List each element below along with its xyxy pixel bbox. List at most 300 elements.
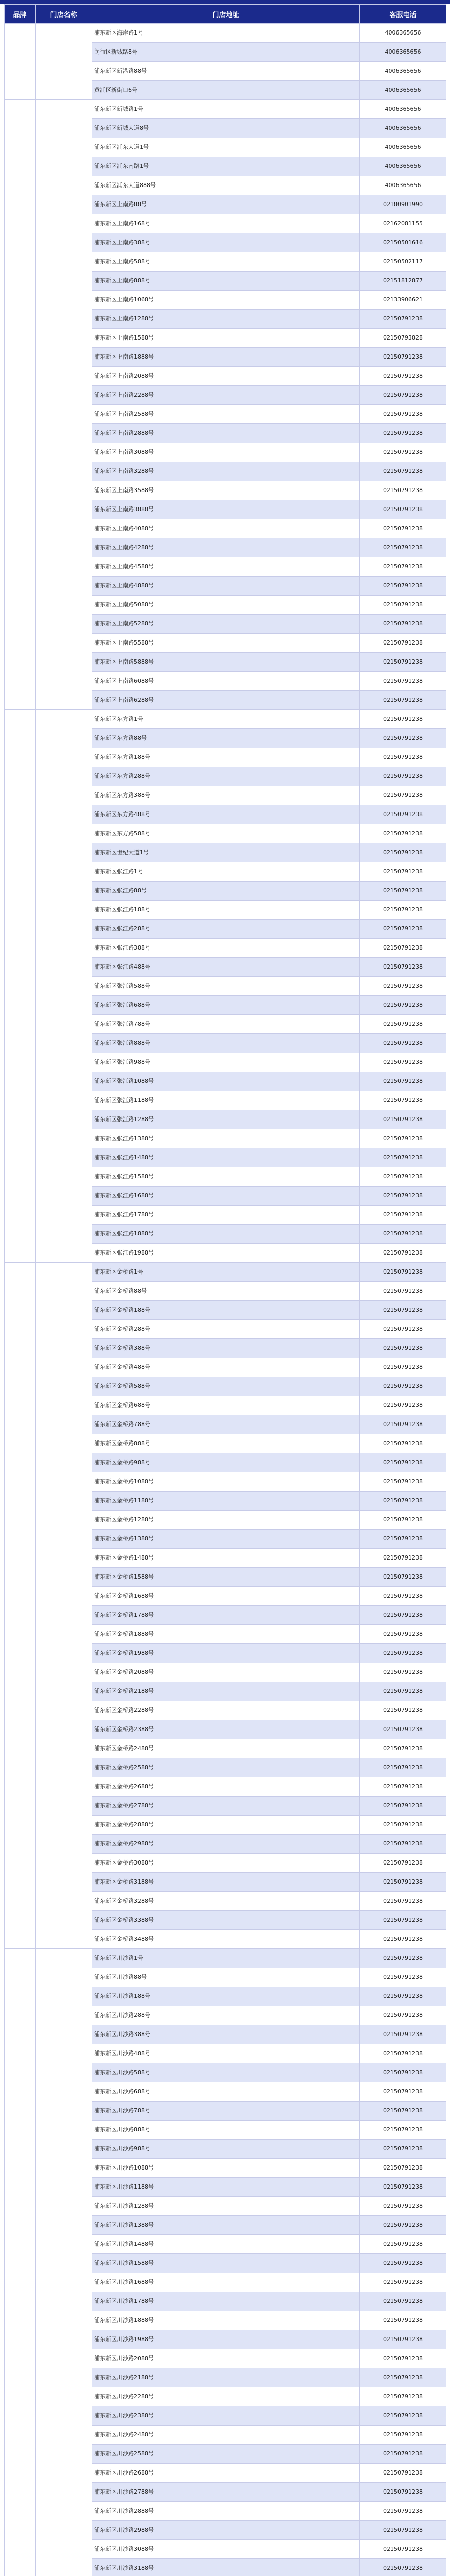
phone-cell: 02150791238 <box>360 1301 446 1320</box>
phone-cell: 02150791238 <box>360 1263 446 1282</box>
phone-cell: 02150791238 <box>360 786 446 805</box>
phone-cell: 02150791238 <box>360 348 446 367</box>
table-row <box>5 710 446 729</box>
phone-cell: 02150791238 <box>360 2273 446 2292</box>
address-cell: 浦东新区川沙路2488号 <box>92 2426 360 2445</box>
phone-cell: 02150791238 <box>360 1777 446 1797</box>
address-cell: 浦东新区上南路1068号 <box>92 291 360 310</box>
address-cell: 浦东新区川沙路3088号 <box>92 2540 360 2559</box>
brand-cell <box>5 843 36 862</box>
address-cell: 浦东新区川沙路1988号 <box>92 2330 360 2349</box>
address-cell: 浦东新区东方路288号 <box>92 767 360 786</box>
address-cell: 浦东新区张江路1288号 <box>92 1110 360 1129</box>
phone-cell: 02150791238 <box>360 577 446 596</box>
phone-cell: 02150791238 <box>360 1701 446 1720</box>
address-cell: 浦东新区新城大道8号 <box>92 119 360 138</box>
address-cell: 浦东新区张江路888号 <box>92 1034 360 1053</box>
table-header-row <box>5 5 446 24</box>
address-cell: 浦东新区金桥路2588号 <box>92 1758 360 1777</box>
address-cell: 浦东新区上南路388号 <box>92 233 360 252</box>
phone-cell: 02150791238 <box>360 729 446 748</box>
phone-cell: 02150791238 <box>360 596 446 615</box>
region-cell <box>36 1263 92 1949</box>
address-cell: 浦东新区东方路488号 <box>92 805 360 824</box>
phone-cell: 02150791238 <box>360 2502 446 2521</box>
address-cell: 浦东新区川沙路2988号 <box>92 2521 360 2540</box>
address-cell: 浦东新区上南路168号 <box>92 214 360 233</box>
phone-cell: 02150791238 <box>360 1091 446 1110</box>
address-cell: 浦东新区金桥路988号 <box>92 1453 360 1472</box>
phone-cell: 02150791238 <box>360 1015 446 1034</box>
phone-cell: 02150502117 <box>360 252 446 272</box>
phone-cell: 02150791238 <box>360 519 446 538</box>
phone-cell: 02150793828 <box>360 329 446 348</box>
phone-cell: 02150791238 <box>360 1739 446 1758</box>
phone-cell: 02150791238 <box>360 710 446 729</box>
phone-cell: 02150791238 <box>360 1587 446 1606</box>
brand-cell <box>5 100 36 157</box>
address-cell: 浦东新区川沙路3188号 <box>92 2559 360 2576</box>
address-cell: 浦东新区川沙路788号 <box>92 2102 360 2121</box>
phone-cell: 02150791238 <box>360 2197 446 2216</box>
address-cell: 浦东新区上南路3588号 <box>92 481 360 500</box>
phone-cell: 02150791238 <box>360 1854 446 1873</box>
phone-cell: 02150791238 <box>360 748 446 767</box>
top-accent-bar <box>0 0 450 4</box>
phone-cell: 02150791238 <box>360 1663 446 1682</box>
address-cell: 闵行区新城路8号 <box>92 43 360 62</box>
address-cell: 浦东新区上南路2088号 <box>92 367 360 386</box>
phone-cell: 02150791238 <box>360 2426 446 2445</box>
phone-cell: 02150791238 <box>360 1911 446 1930</box>
phone-cell: 02150791238 <box>360 2368 446 2387</box>
address-cell: 浦东新区川沙路1088号 <box>92 2159 360 2178</box>
table-row <box>5 843 446 862</box>
address-cell: 浦东新区张江路1188号 <box>92 1091 360 1110</box>
phone-cell: 02150791238 <box>360 538 446 557</box>
phone-cell: 02150791238 <box>360 2006 446 2025</box>
phone-cell: 02162081155 <box>360 214 446 233</box>
address-cell: 浦东新区上南路1588号 <box>92 329 360 348</box>
address-cell: 浦东新区张江路788号 <box>92 1015 360 1034</box>
brand-cell <box>5 195 36 710</box>
phone-cell: 02150791238 <box>360 2292 446 2311</box>
phone-cell: 4006365656 <box>360 138 446 157</box>
address-cell: 浦东新区川沙路1488号 <box>92 2235 360 2254</box>
address-cell: 浦东新区张江路688号 <box>92 996 360 1015</box>
phone-cell: 02150791238 <box>360 2540 446 2559</box>
region-cell <box>36 157 92 195</box>
phone-cell: 4006365656 <box>360 176 446 195</box>
phone-cell: 02150791238 <box>360 424 446 443</box>
address-cell: 浦东新区川沙路2688号 <box>92 2464 360 2483</box>
phone-cell: 02150791238 <box>360 672 446 691</box>
phone-cell: 02150791238 <box>360 2445 446 2464</box>
table-row <box>5 1949 446 1968</box>
address-cell: 浦东新区川沙路188号 <box>92 1987 360 2006</box>
phone-cell: 02150791238 <box>360 1644 446 1663</box>
address-cell: 浦东新区川沙路2388号 <box>92 2406 360 2426</box>
phone-cell: 02150791238 <box>360 1129 446 1148</box>
phone-cell: 02150791238 <box>360 1377 446 1396</box>
address-cell: 浦东新区川沙路1188号 <box>92 2178 360 2197</box>
region-cell <box>36 710 92 843</box>
address-cell: 浦东新区浦东南路1号 <box>92 157 360 176</box>
address-header: 门店地址 <box>92 5 360 24</box>
phone-cell: 02150791238 <box>360 2082 446 2102</box>
address-cell: 浦东新区金桥路1888号 <box>92 1625 360 1644</box>
address-cell: 浦东新区川沙路1788号 <box>92 2292 360 2311</box>
address-cell: 浦东新区张江路1888号 <box>92 1225 360 1244</box>
region-cell <box>36 1949 92 2576</box>
store-name-header: 门店名称 <box>36 5 92 24</box>
phone-cell: 02150791238 <box>360 2559 446 2576</box>
address-cell: 浦东新区张江路1688号 <box>92 1187 360 1206</box>
phone-cell: 02133906621 <box>360 291 446 310</box>
address-cell: 浦东新区张江路1788号 <box>92 1206 360 1225</box>
phone-cell: 02150791238 <box>360 939 446 958</box>
phone-cell: 02150791238 <box>360 1625 446 1644</box>
phone-cell: 02150791238 <box>360 1720 446 1739</box>
address-cell: 浦东新区金桥路2288号 <box>92 1701 360 1720</box>
region-cell <box>36 843 92 862</box>
phone-cell: 02150791238 <box>360 405 446 424</box>
address-cell: 浦东新区东方路88号 <box>92 729 360 748</box>
phone-cell: 02150791238 <box>360 1606 446 1625</box>
address-cell: 浦东新区川沙路588号 <box>92 2063 360 2082</box>
address-cell: 浦东新区上南路6088号 <box>92 672 360 691</box>
phone-cell: 02150791238 <box>360 1339 446 1358</box>
phone-cell: 02150791238 <box>360 557 446 577</box>
address-cell: 浦东新区张江路988号 <box>92 1053 360 1072</box>
address-cell: 浦东新区金桥路388号 <box>92 1339 360 1358</box>
phone-cell: 02150791238 <box>360 862 446 882</box>
phone-cell: 02150791238 <box>360 1816 446 1835</box>
phone-cell: 4006365656 <box>360 157 446 176</box>
address-cell: 浦东新区川沙路388号 <box>92 2025 360 2044</box>
table-body <box>5 24 446 2576</box>
address-cell: 浦东新区金桥路2388号 <box>92 1720 360 1739</box>
address-cell: 浦东新区张江路588号 <box>92 977 360 996</box>
address-cell: 浦东新区川沙路888号 <box>92 2121 360 2140</box>
address-cell: 浦东新区浦东大道888号 <box>92 176 360 195</box>
address-cell: 浦东新区金桥路1号 <box>92 1263 360 1282</box>
address-cell: 浦东新区川沙路2188号 <box>92 2368 360 2387</box>
phone-cell: 02150791238 <box>360 634 446 653</box>
address-cell: 浦东新区金桥路588号 <box>92 1377 360 1396</box>
address-cell: 浦东新区川沙路2588号 <box>92 2445 360 2464</box>
address-cell: 浦东新区上南路2588号 <box>92 405 360 424</box>
address-cell: 浦东新区川沙路1888号 <box>92 2311 360 2330</box>
phone-cell: 4006365656 <box>360 62 446 81</box>
address-cell: 浦东新区上南路3088号 <box>92 443 360 462</box>
phone-cell: 02150791238 <box>360 2483 446 2502</box>
phone-cell: 4006365656 <box>360 24 446 43</box>
address-cell: 黄浦区新街口6号 <box>92 81 360 100</box>
address-cell: 浦东新区张江路388号 <box>92 939 360 958</box>
address-cell: 浦东新区川沙路288号 <box>92 2006 360 2025</box>
address-cell: 浦东新区上南路88号 <box>92 195 360 214</box>
phone-cell: 02150791238 <box>360 1492 446 1511</box>
address-cell: 浦东新区海岸路1号 <box>92 24 360 43</box>
phone-cell: 02150791238 <box>360 920 446 939</box>
address-cell: 浦东新区上南路5888号 <box>92 653 360 672</box>
phone-cell: 02150791238 <box>360 1472 446 1492</box>
address-cell: 浦东新区金桥路888号 <box>92 1434 360 1453</box>
phone-cell: 02150501616 <box>360 233 446 252</box>
address-cell: 浦东新区上南路5288号 <box>92 615 360 634</box>
address-cell: 浦东新区金桥路88号 <box>92 1282 360 1301</box>
address-cell: 浦东新区川沙路1688号 <box>92 2273 360 2292</box>
phone-cell: 02150791238 <box>360 767 446 786</box>
address-cell: 浦东新区金桥路488号 <box>92 1358 360 1377</box>
brand-cell <box>5 1263 36 1949</box>
phone-cell: 02150791238 <box>360 1511 446 1530</box>
address-cell: 浦东新区金桥路788号 <box>92 1415 360 1434</box>
address-cell: 浦东新区金桥路3288号 <box>92 1892 360 1911</box>
phone-cell: 02150791238 <box>360 805 446 824</box>
phone-cell: 02150791238 <box>360 1453 446 1472</box>
phone-cell: 02180901990 <box>360 195 446 214</box>
phone-cell: 02150791238 <box>360 1797 446 1816</box>
address-cell: 浦东新区上南路3888号 <box>92 500 360 519</box>
phone-cell: 02150791238 <box>360 615 446 634</box>
phone-cell: 02150791238 <box>360 2254 446 2273</box>
address-cell: 浦东新区金桥路2988号 <box>92 1835 360 1854</box>
phone-cell: 02150791238 <box>360 2235 446 2254</box>
address-cell: 浦东新区金桥路188号 <box>92 1301 360 1320</box>
phone-cell: 4006365656 <box>360 81 446 100</box>
table-row <box>5 100 446 119</box>
address-cell: 浦东新区世纪大道1号 <box>92 843 360 862</box>
address-cell: 浦东新区东方路588号 <box>92 824 360 843</box>
phone-cell: 02150791238 <box>360 958 446 977</box>
phone-cell: 02150791238 <box>360 2464 446 2483</box>
address-cell: 浦东新区张江路1588号 <box>92 1167 360 1187</box>
phone-cell: 02150791238 <box>360 1072 446 1091</box>
phone-cell: 02150791238 <box>360 2406 446 2426</box>
phone-cell: 02150791238 <box>360 310 446 329</box>
region-cell <box>36 24 92 100</box>
address-cell: 浦东新区上南路6288号 <box>92 691 360 710</box>
phone-cell: 02150791238 <box>360 1758 446 1777</box>
address-cell: 浦东新区张江路1088号 <box>92 1072 360 1091</box>
address-cell: 浦东新区金桥路1388号 <box>92 1530 360 1549</box>
phone-cell: 02150791238 <box>360 1187 446 1206</box>
phone-cell: 02150791238 <box>360 1873 446 1892</box>
address-cell: 浦东新区川沙路88号 <box>92 1968 360 1987</box>
phone-cell: 02150791238 <box>360 2063 446 2082</box>
phone-cell: 02150791238 <box>360 2159 446 2178</box>
address-cell: 浦东新区川沙路2888号 <box>92 2502 360 2521</box>
phone-cell: 02150791238 <box>360 2140 446 2159</box>
address-cell: 浦东新区上南路888号 <box>92 272 360 291</box>
address-cell: 浦东新区张江路1号 <box>92 862 360 882</box>
brand-header: 品牌 <box>5 5 36 24</box>
phone-cell: 02150791238 <box>360 2025 446 2044</box>
phone-cell: 02150791238 <box>360 1320 446 1339</box>
phone-cell: 02150791238 <box>360 2521 446 2540</box>
address-cell: 浦东新区金桥路3188号 <box>92 1873 360 1892</box>
region-cell <box>36 100 92 157</box>
address-cell: 浦东新区川沙路1588号 <box>92 2254 360 2273</box>
brand-cell <box>5 1949 36 2576</box>
phone-cell: 02150791238 <box>360 1987 446 2006</box>
address-cell: 浦东新区金桥路1788号 <box>92 1606 360 1625</box>
phone-cell: 02150791238 <box>360 500 446 519</box>
address-cell: 浦东新区东方路1号 <box>92 710 360 729</box>
address-cell: 浦东新区上南路4888号 <box>92 577 360 596</box>
phone-cell: 02150791238 <box>360 1415 446 1434</box>
address-cell: 浦东新区金桥路3088号 <box>92 1854 360 1873</box>
phone-cell: 02150791238 <box>360 2121 446 2140</box>
phone-cell: 02150791238 <box>360 1930 446 1949</box>
table-row <box>5 195 446 214</box>
phone-cell: 02150791238 <box>360 2349 446 2368</box>
address-cell: 浦东新区金桥路1188号 <box>92 1492 360 1511</box>
phone-cell: 02150791238 <box>360 462 446 481</box>
address-cell: 浦东新区上南路4088号 <box>92 519 360 538</box>
brand-cell <box>5 862 36 1263</box>
phone-cell: 02150791238 <box>360 1282 446 1301</box>
address-cell: 浦东新区川沙路988号 <box>92 2140 360 2159</box>
phone-cell: 4006365656 <box>360 43 446 62</box>
phone-cell: 02150791238 <box>360 2178 446 2197</box>
phone-cell: 4006365656 <box>360 119 446 138</box>
address-cell: 浦东新区川沙路688号 <box>92 2082 360 2102</box>
address-cell: 浦东新区金桥路288号 <box>92 1320 360 1339</box>
address-cell: 浦东新区金桥路1988号 <box>92 1644 360 1663</box>
phone-cell: 02150791238 <box>360 996 446 1015</box>
address-cell: 浦东新区张江路488号 <box>92 958 360 977</box>
phone-cell: 02150791238 <box>360 1034 446 1053</box>
address-cell: 浦东新区上南路3288号 <box>92 462 360 481</box>
address-cell: 浦东新区金桥路2688号 <box>92 1777 360 1797</box>
address-cell: 浦东新区上南路1888号 <box>92 348 360 367</box>
address-cell: 浦东新区金桥路1488号 <box>92 1549 360 1568</box>
address-cell: 浦东新区川沙路2288号 <box>92 2387 360 2406</box>
phone-cell: 02150791238 <box>360 1835 446 1854</box>
table-row <box>5 862 446 882</box>
phone-cell: 02150791238 <box>360 1949 446 1968</box>
address-cell: 浦东新区上南路1288号 <box>92 310 360 329</box>
address-cell: 浦东新区金桥路2188号 <box>92 1682 360 1701</box>
phone-header: 客服电话 <box>360 5 446 24</box>
phone-cell: 02150791238 <box>360 386 446 405</box>
address-cell: 浦东新区东方路388号 <box>92 786 360 805</box>
region-cell <box>36 195 92 710</box>
phone-cell: 02150791238 <box>360 1053 446 1072</box>
address-cell: 浦东新区川沙路488号 <box>92 2044 360 2063</box>
phone-cell: 02150791238 <box>360 1206 446 1225</box>
phone-cell: 02150791238 <box>360 2311 446 2330</box>
address-cell: 浦东新区张江路288号 <box>92 920 360 939</box>
address-cell: 浦东新区新城路1号 <box>92 100 360 119</box>
address-cell: 浦东新区浦东大道1号 <box>92 138 360 157</box>
address-cell: 浦东新区张江路1488号 <box>92 1148 360 1167</box>
phone-cell: 02150791238 <box>360 2044 446 2063</box>
phone-cell: 02150791238 <box>360 1396 446 1415</box>
address-cell: 浦东新区上南路4588号 <box>92 557 360 577</box>
phone-cell: 02150791238 <box>360 977 446 996</box>
phone-cell: 02150791238 <box>360 653 446 672</box>
address-cell: 浦东新区金桥路1688号 <box>92 1587 360 1606</box>
phone-cell: 4006365656 <box>360 100 446 119</box>
phone-cell: 02150791238 <box>360 2387 446 2406</box>
phone-cell: 02150791238 <box>360 901 446 920</box>
phone-cell: 02150791238 <box>360 1167 446 1187</box>
address-cell: 浦东新区上南路2288号 <box>92 386 360 405</box>
address-cell: 浦东新区川沙路1388号 <box>92 2216 360 2235</box>
address-cell: 浦东新区金桥路2788号 <box>92 1797 360 1816</box>
brand-cell <box>5 24 36 100</box>
table-row <box>5 24 446 43</box>
address-cell: 浦东新区川沙路2788号 <box>92 2483 360 2502</box>
phone-cell: 02150791238 <box>360 1568 446 1587</box>
store-table <box>4 4 446 2576</box>
region-cell <box>36 862 92 1263</box>
address-cell: 浦东新区张江路88号 <box>92 882 360 901</box>
phone-cell: 02150791238 <box>360 367 446 386</box>
address-cell: 浦东新区金桥路1088号 <box>92 1472 360 1492</box>
phone-cell: 02150791238 <box>360 443 446 462</box>
address-cell: 浦东新区上南路4288号 <box>92 538 360 557</box>
phone-cell: 02150791238 <box>360 882 446 901</box>
address-cell: 浦东新区金桥路688号 <box>92 1396 360 1415</box>
address-cell: 浦东新区金桥路2088号 <box>92 1663 360 1682</box>
phone-cell: 02150791238 <box>360 1148 446 1167</box>
phone-cell: 02150791238 <box>360 1434 446 1453</box>
address-cell: 浦东新区上南路5088号 <box>92 596 360 615</box>
address-cell: 浦东新区张江路188号 <box>92 901 360 920</box>
phone-cell: 02150791238 <box>360 824 446 843</box>
address-cell: 浦东新区金桥路1588号 <box>92 1568 360 1587</box>
phone-cell: 02150791238 <box>360 1892 446 1911</box>
table-row <box>5 1263 446 1282</box>
phone-cell: 02150791238 <box>360 1110 446 1129</box>
address-cell: 浦东新区上南路2888号 <box>92 424 360 443</box>
phone-cell: 02150791238 <box>360 1682 446 1701</box>
address-cell: 浦东新区川沙路2088号 <box>92 2349 360 2368</box>
address-cell: 浦东新区张江路1388号 <box>92 1129 360 1148</box>
phone-cell: 02150791238 <box>360 1530 446 1549</box>
address-cell: 浦东新区川沙路1号 <box>92 1949 360 1968</box>
phone-cell: 02150791238 <box>360 481 446 500</box>
address-cell: 浦东新区金桥路2888号 <box>92 1816 360 1835</box>
phone-cell: 02150791238 <box>360 1358 446 1377</box>
brand-cell <box>5 157 36 195</box>
phone-cell: 02150791238 <box>360 843 446 862</box>
phone-cell: 02150791238 <box>360 2102 446 2121</box>
address-cell: 浦东新区金桥路1288号 <box>92 1511 360 1530</box>
address-cell: 浦东新区金桥路2488号 <box>92 1739 360 1758</box>
address-cell: 浦东新区张江路1988号 <box>92 1244 360 1263</box>
table-row <box>5 157 446 176</box>
phone-cell: 02150791238 <box>360 1244 446 1263</box>
phone-cell: 02150791238 <box>360 1225 446 1244</box>
address-cell: 浦东新区金桥路3488号 <box>92 1930 360 1949</box>
phone-cell: 02150791238 <box>360 691 446 710</box>
address-cell: 浦东新区东方路188号 <box>92 748 360 767</box>
address-cell: 浦东新区金桥路3388号 <box>92 1911 360 1930</box>
phone-cell: 02151812877 <box>360 272 446 291</box>
phone-cell: 02150791238 <box>360 2216 446 2235</box>
phone-cell: 02150791238 <box>360 1968 446 1987</box>
phone-cell: 02150791238 <box>360 1549 446 1568</box>
phone-cell: 02150791238 <box>360 2330 446 2349</box>
address-cell: 浦东新区上南路588号 <box>92 252 360 272</box>
address-cell: 浦东新区上南路5588号 <box>92 634 360 653</box>
